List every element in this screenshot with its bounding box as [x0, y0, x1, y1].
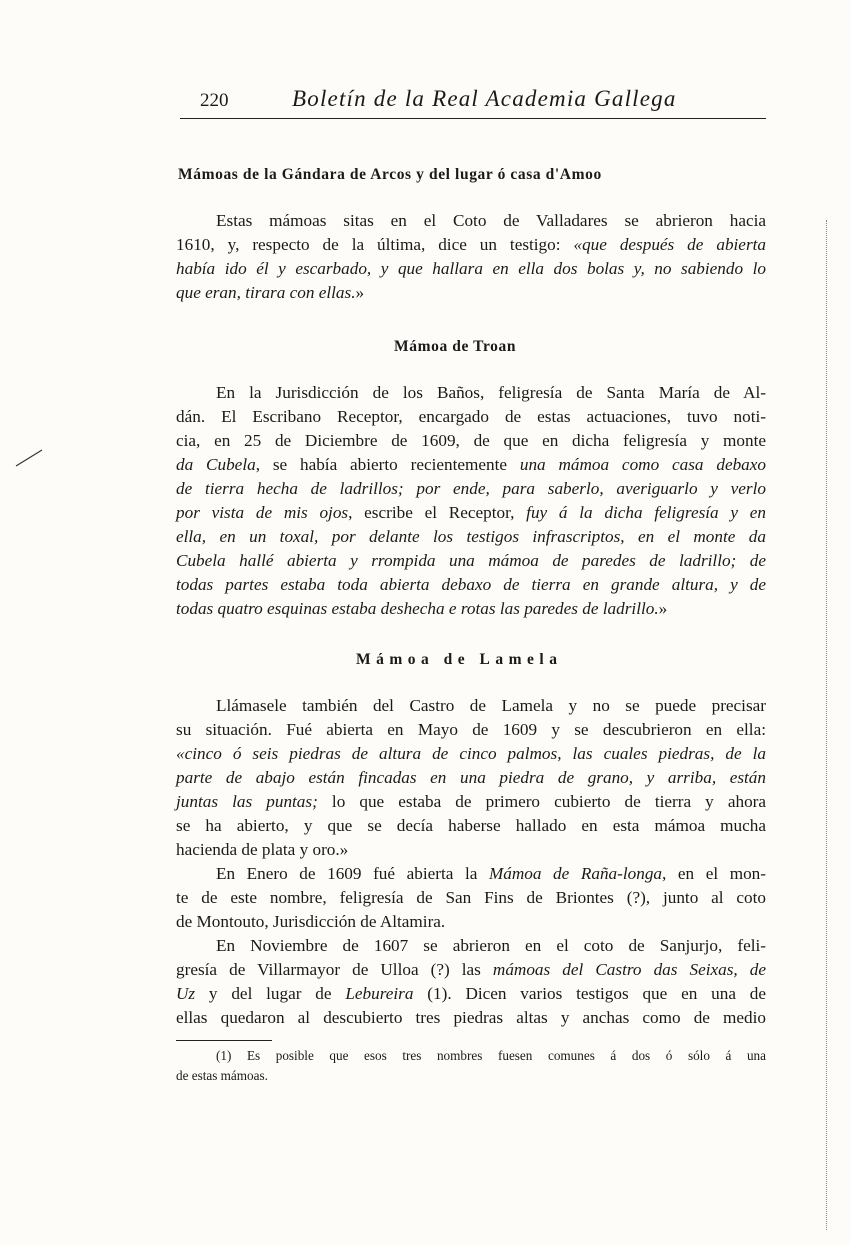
- text-line: se ha abierto, y que se decía haberse hallado en esta mámoa mucha: [176, 816, 766, 835]
- text-line: gresía de Villarmayor de Ulloa (?) las mámoas del Castro das Seixas, de: [176, 960, 766, 979]
- footnote-rule: [176, 1040, 272, 1041]
- text-line: 1610, y, respecto de la última, dice un testigo: «que después de abierta: [176, 235, 766, 254]
- text-line: de tierra hecha de ladrillos; por ende, para saberlo, averiguarlo y verlo: [176, 479, 766, 498]
- text-line: Cubela hallé abierta y rrompida una mámoa de paredes de ladrillo; de: [176, 551, 766, 570]
- section-title-troan: Mámoa de Troan: [394, 338, 517, 355]
- text-line: de Montouto, Jurisdicción de Altamira.: [176, 912, 446, 931]
- text-line: Estas mámoas sitas en el Coto de Valladares se abrieron hacia: [216, 211, 766, 230]
- text-line: todas quatro esquinas estaba deshecha e rotas las paredes de ladrillo.»: [176, 599, 668, 618]
- text-line: ellas quedaron al descubierto tres piedras altas y anchas como de medio: [176, 1008, 766, 1027]
- running-title: Boletín de la Real Academia Gallega: [292, 86, 677, 111]
- page-edge-mark: [826, 220, 830, 1230]
- section-title-gandara: Mámoas de la Gándara de Arcos y del lugar ó casa d'Amoo: [178, 166, 602, 183]
- text-line: dán. El Escribano Receptor, encargado de estas actuaciones, tuvo noti-: [176, 407, 766, 426]
- text-line: En Enero de 1609 fué abierta la Mámoa de Raña-longa, en el mon-: [216, 864, 766, 883]
- text-line: por vista de mis ojos, escribe el Receptor, fuy á la dicha feligresía y en: [176, 503, 766, 522]
- text-line: En la Jurisdicción de los Baños, feligresía de Santa María de Al-: [216, 383, 766, 402]
- text-line: hacienda de plata y oro.»: [176, 840, 349, 859]
- text-line: te de este nombre, feligresía de San Fins de Briontes (?), junto al coto: [176, 888, 766, 907]
- text-line: Llámasele también del Castro de Lamela y no se puede precisar: [216, 696, 766, 715]
- text-line: cia, en 25 de Diciembre de 1609, de que en dicha feligresía y monte: [176, 431, 766, 450]
- text-line: todas partes estaba toda abierta debaxo de tierra en grande altura, y de: [176, 575, 766, 594]
- text-line: «cinco ó seis piedras de altura de cinco palmos, las cuales piedras, de la: [176, 744, 766, 763]
- section-title-lamela: Mámoa de Lamela: [356, 651, 563, 668]
- text-line: que eran, tirara con ellas.»: [176, 283, 365, 302]
- text-line: juntas las puntas; lo que estaba de primero cubierto de tierra y ahora: [176, 792, 767, 811]
- text-line: parte de abajo están fincadas en una piedra de grano, y arriba, están: [176, 768, 766, 787]
- pencil-mark-icon: [14, 448, 44, 468]
- text-line: ella, en un toxal, por delante los testigos infrascriptos, en el monte da: [176, 527, 766, 546]
- text-line: Uz y del lugar de Lebureira (1). Dicen varios testigos que en una de: [176, 984, 766, 1003]
- footnote-line: de estas mámoas.: [176, 1068, 268, 1083]
- footnote-line: (1) Es posible que esos tres nombres fuesen comunes á dos ó sólo á una: [216, 1048, 766, 1063]
- text-line: En Noviembre de 1607 se abrieron en el coto de Sanjurjo, feli-: [216, 936, 766, 955]
- text-line: da Cubela, se había abierto recientemente una mámoa como casa debaxo: [176, 455, 766, 474]
- text-line: había ido él y escarbado, y que hallara en ella dos bolas y, no sabiendo lo: [176, 259, 766, 278]
- text-line: su situación. Fué abierta en Mayo de 1609 y se descubrieron en ella:: [176, 720, 766, 739]
- page-number: 220: [200, 90, 229, 111]
- page-header: [180, 84, 766, 119]
